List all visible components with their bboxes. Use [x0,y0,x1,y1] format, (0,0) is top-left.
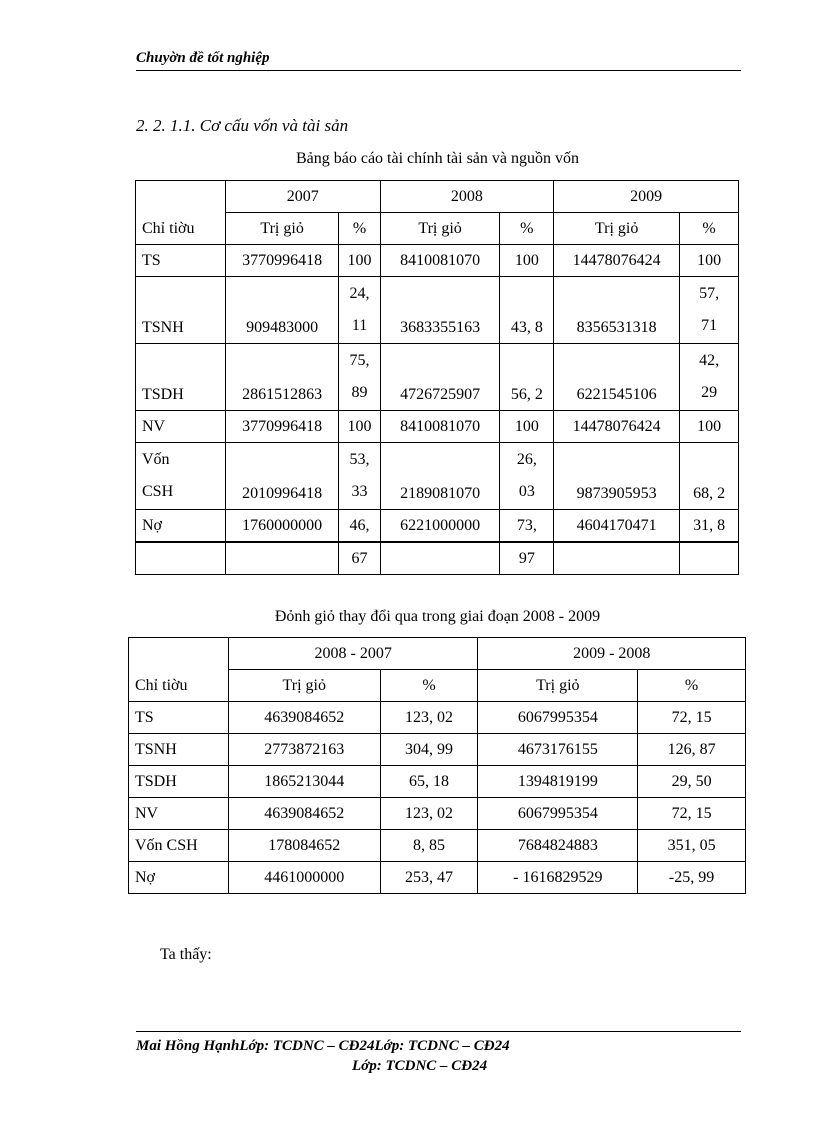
table-row [136,181,739,213]
value-cell: 1394819199 [478,766,638,798]
value-cell: 2010996418 [225,443,339,510]
pct-cell: 72, 15 [638,702,746,734]
pct-header: % [339,213,380,245]
pct-header: % [638,670,746,702]
table-row [129,862,746,894]
value-cell: 2861512863 [225,344,339,411]
value-cell: 9873905953 [554,443,680,510]
pct-part: 24, [349,285,370,302]
label-part: Vốn [142,451,170,468]
pct-cell [680,344,739,411]
pct-header: % [680,213,739,245]
assets-capital-table [135,180,739,575]
value-header: Trị giỏ [228,670,380,702]
value-cell: 4639084652 [228,702,380,734]
pct-cell: 43, 8 [500,277,554,344]
value-header: Trị giỏ [478,670,638,702]
table-row [136,542,739,575]
table-row [136,510,739,543]
value-cell: 6067995354 [478,702,638,734]
value-header: Trị giỏ [225,213,339,245]
page-header-title: Chuyờn đề tốt nghiệp [136,50,270,66]
footer-author-line: Mai Hồng HạnhLớp: TCDNC – CĐ24Lớp: TCDNC – CĐ24 [136,1038,510,1054]
pct-cell: 123, 02 [380,798,478,830]
row-header-cell: Chỉ tiờu [136,181,226,245]
value-header: Trị giỏ [380,213,500,245]
label-part: CSH [142,483,174,500]
value-cell: 4461000000 [228,862,380,894]
value-cell: 1760000000 [225,510,339,543]
pct-cell: 29, 50 [638,766,746,798]
pct-cell: 46, [339,510,380,543]
table-row [136,443,739,510]
row-label: TSDH [136,344,226,411]
row-label: TSNH [129,734,229,766]
year-header: 2009 [554,181,739,213]
pct-cell: 304, 99 [380,734,478,766]
pct-cell: 67 [339,542,380,575]
empty-cell [380,542,500,575]
value-cell: 8410081070 [380,411,500,443]
pct-cell: 100 [680,411,739,443]
pct-header: % [500,213,554,245]
pct-cell: 97 [500,542,554,575]
pct-cell [339,344,380,411]
footer-rule [136,1031,741,1032]
row-label: TS [136,245,226,277]
pct-part: 57, [699,285,720,302]
table1-caption: Bảng báo cáo tài chính tài sản và nguồn vốn [295,150,580,167]
row-label: TSNH [136,277,226,344]
pct-header: % [380,670,478,702]
value-cell: 14478076424 [554,245,680,277]
value-cell: 8356531318 [554,277,680,344]
value-cell: 6067995354 [478,798,638,830]
pct-cell: 253, 47 [380,862,478,894]
pct-cell: -25, 99 [638,862,746,894]
value-cell: 3683355163 [380,277,500,344]
value-cell: 178084652 [228,830,380,862]
pct-part: 53, [349,451,370,468]
table-row [129,702,746,734]
empty-cell [680,542,739,575]
pct-part: 71 [701,317,718,334]
pct-cell: 100 [500,245,554,277]
table-row [136,277,739,344]
row-label [136,443,226,510]
row-label: TSDH [129,766,229,798]
value-cell: 8410081070 [380,245,500,277]
pct-cell: 8, 85 [380,830,478,862]
pct-cell [500,443,554,510]
pct-cell: 100 [680,245,739,277]
pct-cell [339,277,380,344]
value-cell: 4604170471 [554,510,680,543]
table-row [136,245,739,277]
pct-cell: 100 [339,411,380,443]
pct-cell: 65, 18 [380,766,478,798]
pct-cell: 100 [339,245,380,277]
pct-cell: 351, 05 [638,830,746,862]
pct-part: 89 [351,384,368,401]
table-row [136,213,739,245]
pct-cell [680,277,739,344]
table-row [129,766,746,798]
change-evaluation-table [128,637,746,894]
pct-cell: 126, 87 [638,734,746,766]
year-header: 2008 [380,181,553,213]
value-cell: 6221545106 [554,344,680,411]
table2-caption: Đỏnh giỏ thay đổi qua trong giai đoạn 2008 - 2009 [274,608,601,625]
row-header-cell: Chỉ tiờu [129,638,229,702]
pct-cell: 73, [500,510,554,543]
pct-part: 42, [699,352,720,369]
table-row [129,638,746,670]
period-header: 2008 - 2007 [228,638,478,670]
header-rule [136,70,741,71]
body-paragraph: Ta thấy: [160,946,212,963]
table-row [129,734,746,766]
value-cell: 3770996418 [225,411,339,443]
pct-cell: 56, 2 [500,344,554,411]
value-cell: 2189081070 [380,443,500,510]
empty-cell [225,542,339,575]
value-cell: 1865213044 [228,766,380,798]
value-cell: 2773872163 [228,734,380,766]
value-cell: 6221000000 [380,510,500,543]
pct-cell: 100 [500,411,554,443]
row-label: NV [136,411,226,443]
value-cell: 4639084652 [228,798,380,830]
table-row [136,411,739,443]
period-header: 2009 - 2008 [478,638,746,670]
empty-cell [136,542,226,575]
footer-class-line: Lớp: TCDNC – CĐ24 [352,1058,488,1074]
row-label: Nợ [129,862,229,894]
pct-part: 33 [351,483,368,500]
value-cell: 3770996418 [225,245,339,277]
pct-part: 29 [701,384,718,401]
value-cell: 4726725907 [380,344,500,411]
value-header: Trị giỏ [554,213,680,245]
pct-part: 03 [518,483,535,500]
empty-cell [554,542,680,575]
value-cell: 909483000 [225,277,339,344]
table-row [129,830,746,862]
pct-cell [339,443,380,510]
value-cell: 7684824883 [478,830,638,862]
pct-cell: 72, 15 [638,798,746,830]
pct-part: 75, [349,352,370,369]
pct-cell: 68, 2 [680,443,739,510]
year-header: 2007 [225,181,380,213]
value-cell: 4673176155 [478,734,638,766]
table-row [129,798,746,830]
row-label: TS [129,702,229,734]
pct-part: 11 [351,317,368,334]
row-label: NV [129,798,229,830]
pct-cell: 123, 02 [380,702,478,734]
pct-cell: 31, 8 [680,510,739,543]
row-label: Vốn CSH [129,830,229,862]
row-label: Nợ [136,510,226,543]
section-heading: 2. 2. 1.1. Cơ cấu vốn và tài sản [136,116,349,135]
table-row [136,344,739,411]
value-cell: 14478076424 [554,411,680,443]
value-cell: - 1616829529 [478,862,638,894]
pct-part: 26, [516,451,537,468]
